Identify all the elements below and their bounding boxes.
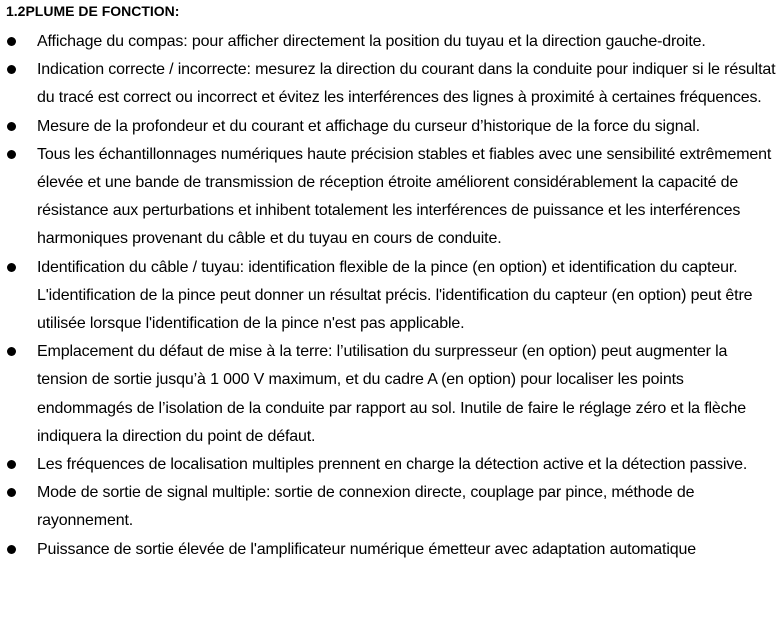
bullet-dot-icon [7,347,16,356]
bullet-dot-icon [7,488,16,497]
bullet-text: Mode de sortie de signal multiple: sortie de connexion directe, couplage par pince, méthode de rayonnement. [37,484,695,530]
bullet-item-compass [0,28,782,56]
bullet-text: Affichage du compas: pour afficher directement la position du tuyau et la direction gauche-droite. [37,33,706,50]
bullet-text: Indication correcte / incorrecte: mesurez la direction du courant dans la conduite pour indiquer si le résultat du tracé est correct ou incorrect et évitez les interférences des lignes à proximité à certaines fréquences. [37,61,776,107]
bullet-text: Tous les échantillonnages numériques haute précision stables et fiables avec une sensibilité extrêmement élevée et une bande de transmission de réception étroite améliorent considérablement la capacité de résistance aux perturbations et inhibent totalement les interférences de puissance et les interférences harmoniques provenant du câble et du tuyau en cours de conduite. [37,145,772,248]
bullet-dot-icon [7,122,16,131]
bullet-dot-icon [7,65,16,74]
bullet-text: Mesure de la profondeur et du courant et affichage du curseur d’historique de la force du signal. [37,117,700,135]
section-heading: 1.2PLUME DE FONCTION: [6,3,180,19]
bullet-item-identification [0,254,782,339]
feature-bullet-list [0,28,782,564]
bullet-text: Identification du câble / tuyau: identification flexible de la pince (en option) et identification du capteur. L'identification de la pince peut donner un résultat précis. l'identification du capteur (en option) peut être utilisée lorsque l'identification de la pince n'est pas applicable. [37,258,753,333]
bullet-dot-icon [7,263,16,272]
bullet-item-frequencies [0,451,782,479]
bullet-item-depth [0,113,782,141]
bullet-item-indication [0,56,782,112]
bullet-dot-icon [7,460,16,469]
bullet-item-sampling [0,141,782,254]
bullet-item-ground-fault [0,338,782,451]
bullet-text: Emplacement du défaut de mise à la terre: l’utilisation du surpresseur (en option) peut augmenter la tension de sortie jusqu’à 1 000 V maximum, et du cadre A (en option) pour localiser les points endommagés de l’isolation de la conduite par rapport au sol. Inutile de faire le réglage zéro et la flèche indiquera la direction du point de défaut. [37,343,746,445]
bullet-item-output-power [0,536,782,564]
bullet-dot-icon [7,37,16,46]
bullet-dot-icon [7,545,16,554]
bullet-text: Les fréquences de localisation multiples prennent en charge la détection active et la détection passive. [37,456,748,474]
bullet-dot-icon [7,150,16,159]
bullet-item-output-mode [0,479,782,535]
bullet-text: Puissance de sortie élevée de l'amplificateur numérique émetteur avec adaptation automatique [37,540,696,558]
